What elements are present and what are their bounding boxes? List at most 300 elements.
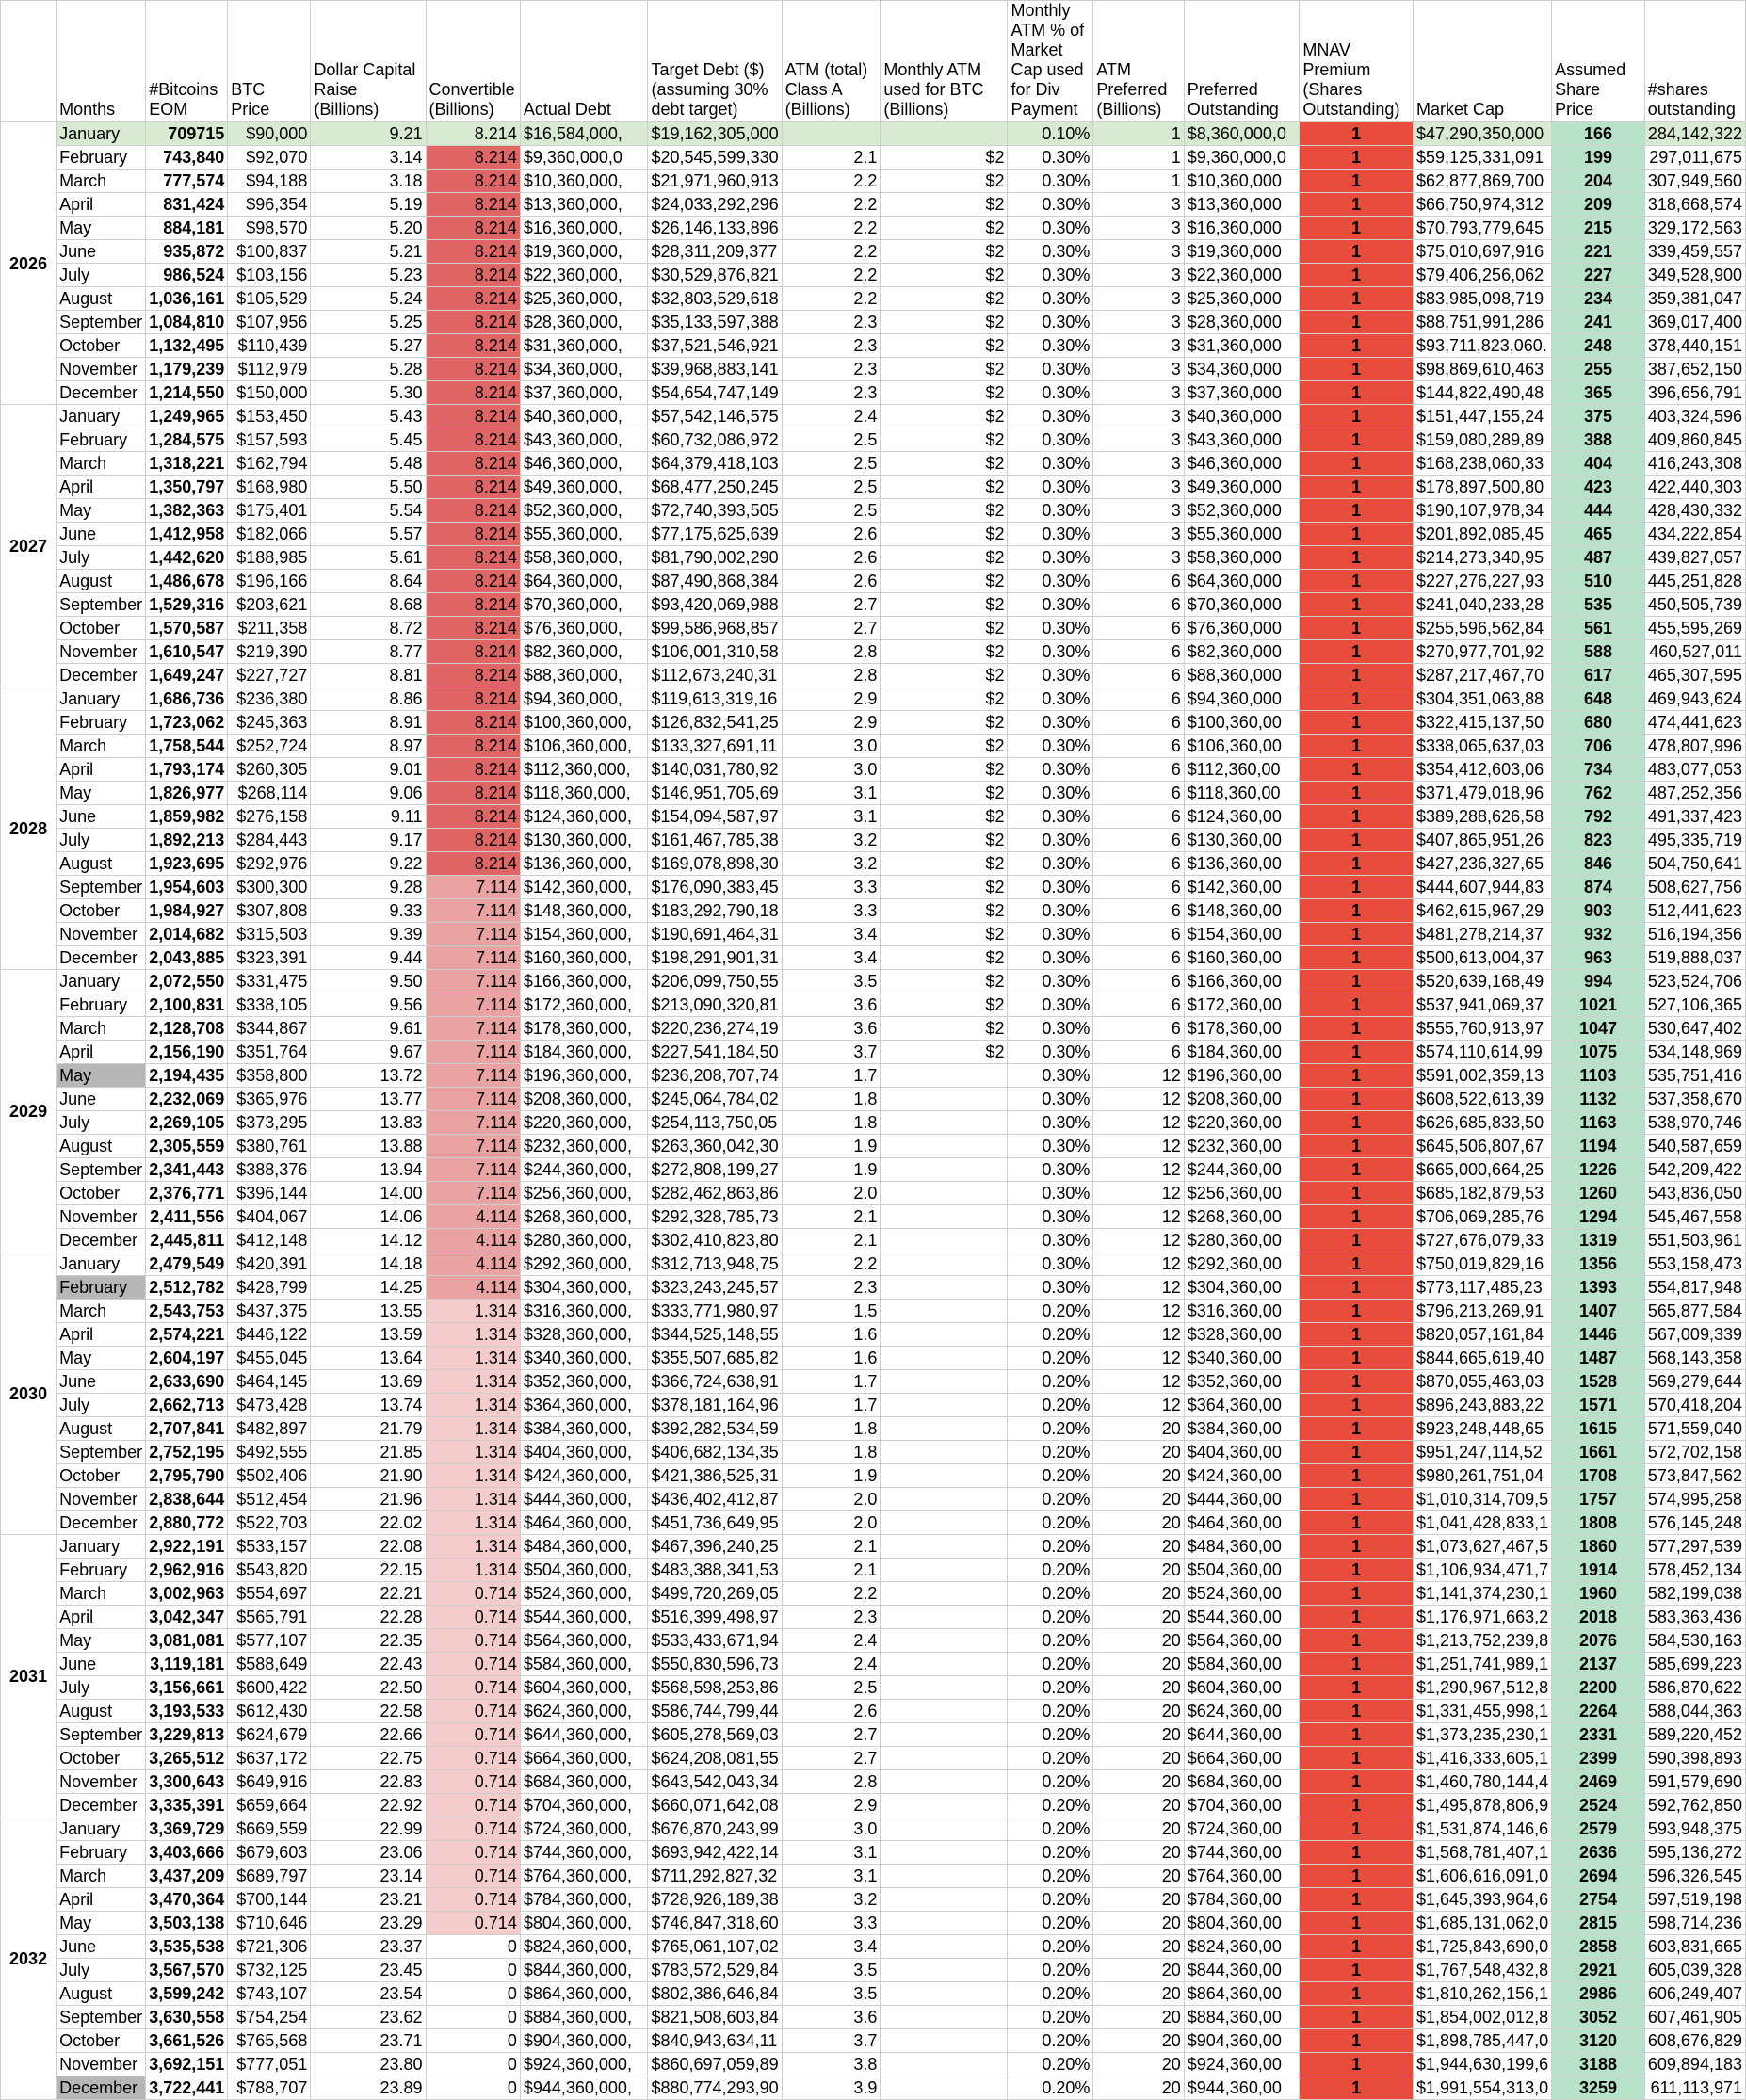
atm-preferred-cell[interactable]: 20: [1093, 1511, 1184, 1535]
btc-price-cell[interactable]: $473,428: [228, 1394, 311, 1417]
btc-price-cell[interactable]: $577,107: [228, 1629, 311, 1653]
monthly-atm-btc-cell[interactable]: $2: [881, 735, 1008, 758]
preferred-outstanding-cell[interactable]: $232,360,00: [1184, 1135, 1300, 1158]
actual-debt-cell[interactable]: $166,360,000,: [520, 970, 648, 993]
atm-total-class-a-cell[interactable]: 3.2: [782, 852, 881, 876]
months-cell[interactable]: March: [57, 1865, 146, 1888]
atm-total-class-a-cell[interactable]: 3.1: [782, 1841, 881, 1865]
monthly-atm-pct-cell[interactable]: 0.30%: [1008, 899, 1093, 923]
target-debt-cell[interactable]: $436,402,412,87: [648, 1488, 782, 1511]
dollar-capital-raise-cell[interactable]: 9.67: [311, 1041, 426, 1064]
target-debt-cell[interactable]: $176,090,383,45: [648, 876, 782, 899]
shares-outstanding-cell[interactable]: 523,524,706: [1644, 970, 1745, 993]
actual-debt-cell[interactable]: $88,360,000,: [520, 664, 648, 687]
target-debt-cell[interactable]: $39,968,883,141: [648, 358, 782, 381]
atm-preferred-cell[interactable]: 20: [1093, 1629, 1184, 1653]
convertible-cell[interactable]: 7.114: [426, 899, 520, 923]
market-cap-cell[interactable]: $1,898,785,447,0: [1413, 2029, 1551, 2053]
market-cap-cell[interactable]: $1,010,314,709,5: [1413, 1488, 1551, 1511]
months-cell[interactable]: September: [57, 593, 146, 617]
monthly-atm-btc-cell[interactable]: [881, 1817, 1008, 1841]
bitcoins-eom-cell[interactable]: 3,535,538: [146, 1935, 228, 1959]
actual-debt-cell[interactable]: $64,360,000,: [520, 570, 648, 593]
shares-outstanding-cell[interactable]: 534,148,969: [1644, 1041, 1745, 1064]
monthly-atm-btc-cell[interactable]: [881, 1229, 1008, 1252]
mnav-premium-cell[interactable]: 1: [1300, 240, 1414, 264]
monthly-atm-btc-cell[interactable]: [881, 1464, 1008, 1488]
btc-price-cell[interactable]: $624,679: [228, 1723, 311, 1747]
btc-price-cell[interactable]: $307,808: [228, 899, 311, 923]
btc-price-cell[interactable]: $437,375: [228, 1300, 311, 1323]
year-label[interactable]: 2026: [1, 122, 57, 405]
months-cell[interactable]: August: [57, 1982, 146, 2006]
dollar-capital-raise-cell[interactable]: 8.77: [311, 640, 426, 664]
monthly-atm-btc-cell[interactable]: [881, 1064, 1008, 1088]
atm-total-class-a-cell[interactable]: 2.6: [782, 546, 881, 570]
target-debt-cell[interactable]: $860,697,059,89: [648, 2053, 782, 2076]
market-cap-cell[interactable]: $75,010,697,916: [1413, 240, 1551, 264]
market-cap-cell[interactable]: $93,711,823,060.: [1413, 334, 1551, 358]
target-debt-cell[interactable]: $254,113,750,05: [648, 1111, 782, 1135]
assumed-share-price-header[interactable]: Assumed Share Price: [1552, 1, 1645, 122]
monthly-atm-btc-cell[interactable]: $2: [881, 311, 1008, 334]
mnav-premium-cell[interactable]: 1: [1300, 852, 1414, 876]
atm-preferred-cell[interactable]: 6: [1093, 617, 1184, 640]
preferred-outstanding-cell[interactable]: $604,360,00: [1184, 1676, 1300, 1700]
atm-total-class-a-cell[interactable]: 3.0: [782, 735, 881, 758]
monthly-atm-pct-cell[interactable]: 0.30%: [1008, 782, 1093, 805]
atm-preferred-cell[interactable]: 6: [1093, 782, 1184, 805]
mnav-premium-cell[interactable]: 1: [1300, 923, 1414, 946]
atm-total-class-a-cell[interactable]: 2.6: [782, 570, 881, 593]
atm-total-class-a-cell[interactable]: 2.0: [782, 1488, 881, 1511]
atm-preferred-cell[interactable]: 3: [1093, 452, 1184, 476]
actual-debt-cell[interactable]: $864,360,000,: [520, 1982, 648, 2006]
preferred-outstanding-cell[interactable]: $804,360,00: [1184, 1912, 1300, 1935]
shares-outstanding-cell[interactable]: 567,009,339: [1644, 1323, 1745, 1347]
btc-price-cell[interactable]: $428,799: [228, 1276, 311, 1300]
monthly-atm-btc-cell[interactable]: [881, 1841, 1008, 1865]
atm-total-class-a-cell[interactable]: 2.6: [782, 1700, 881, 1723]
target-debt-cell[interactable]: $245,064,784,02: [648, 1088, 782, 1111]
atm-preferred-cell[interactable]: 12: [1093, 1135, 1184, 1158]
target-debt-cell[interactable]: $236,208,707,74: [648, 1064, 782, 1088]
monthly-atm-pct-cell[interactable]: 0.20%: [1008, 1417, 1093, 1441]
atm-preferred-cell[interactable]: 6: [1093, 1017, 1184, 1041]
atm-preferred-cell[interactable]: 20: [1093, 2053, 1184, 2076]
btc-price-cell[interactable]: $649,916: [228, 1770, 311, 1794]
market-cap-cell[interactable]: $1,685,131,062,0: [1413, 1912, 1551, 1935]
shares-outstanding-cell[interactable]: 542,209,422: [1644, 1158, 1745, 1182]
target-debt-cell[interactable]: $54,654,747,149: [648, 381, 782, 405]
assumed-share-price-cell[interactable]: 1356: [1552, 1252, 1645, 1276]
mnav-premium-cell[interactable]: 1: [1300, 546, 1414, 570]
market-cap-cell[interactable]: $645,506,807,67: [1413, 1135, 1551, 1158]
shares-outstanding-cell[interactable]: 611,113,971: [1644, 2076, 1745, 2100]
months-cell[interactable]: March: [57, 1582, 146, 1606]
assumed-share-price-cell[interactable]: 2636: [1552, 1841, 1645, 1865]
actual-debt-cell[interactable]: $40,360,000,: [520, 405, 648, 428]
mnav-premium-cell[interactable]: 1: [1300, 1370, 1414, 1394]
monthly-atm-btc-cell[interactable]: [881, 1723, 1008, 1747]
shares-outstanding-cell[interactable]: 359,381,047: [1644, 287, 1745, 311]
months-cell[interactable]: April: [57, 1041, 146, 1064]
monthly-atm-btc-cell[interactable]: $2: [881, 381, 1008, 405]
monthly-atm-btc-cell[interactable]: $2: [881, 334, 1008, 358]
assumed-share-price-cell[interactable]: 2815: [1552, 1912, 1645, 1935]
mnav-premium-cell[interactable]: 1: [1300, 1252, 1414, 1276]
market-cap-cell[interactable]: $79,406,256,062: [1413, 264, 1551, 287]
market-cap-cell[interactable]: $270,977,701,92: [1413, 640, 1551, 664]
monthly-atm-btc-cell[interactable]: [881, 2053, 1008, 2076]
atm-preferred-cell[interactable]: 6: [1093, 711, 1184, 735]
btc-price-cell[interactable]: $338,105: [228, 993, 311, 1017]
preferred-outstanding-cell[interactable]: $43,360,000: [1184, 428, 1300, 452]
assumed-share-price-cell[interactable]: 680: [1552, 711, 1645, 735]
bitcoins-eom-cell[interactable]: 1,179,239: [146, 358, 228, 381]
monthly-atm-pct-cell[interactable]: 0.20%: [1008, 1865, 1093, 1888]
market-cap-cell[interactable]: $151,447,155,24: [1413, 405, 1551, 428]
assumed-share-price-cell[interactable]: 1132: [1552, 1088, 1645, 1111]
actual-debt-cell[interactable]: $884,360,000,: [520, 2006, 648, 2029]
atm-total-class-a-cell[interactable]: 2.1: [782, 1535, 881, 1559]
actual-debt-cell[interactable]: $142,360,000,: [520, 876, 648, 899]
months-cell[interactable]: September: [57, 1441, 146, 1464]
monthly-atm-pct-cell[interactable]: 0.30%: [1008, 240, 1093, 264]
btc-price-cell[interactable]: $157,593: [228, 428, 311, 452]
bitcoins-eom-cell[interactable]: 3,567,570: [146, 1959, 228, 1982]
market-cap-cell[interactable]: $923,248,448,65: [1413, 1417, 1551, 1441]
market-cap-cell[interactable]: $665,000,664,25: [1413, 1158, 1551, 1182]
atm-total-class-a-cell[interactable]: 2.5: [782, 1676, 881, 1700]
convertible-cell[interactable]: 8.214: [426, 358, 520, 381]
market-cap-cell[interactable]: $338,065,637,03: [1413, 735, 1551, 758]
target-debt-cell[interactable]: $206,099,750,55: [648, 970, 782, 993]
assumed-share-price-cell[interactable]: 241: [1552, 311, 1645, 334]
btc-price-cell[interactable]: $344,867: [228, 1017, 311, 1041]
bitcoins-eom-cell[interactable]: 3,437,209: [146, 1865, 228, 1888]
atm-preferred-cell[interactable]: 20: [1093, 1817, 1184, 1841]
bitcoins-eom-cell[interactable]: 1,529,316: [146, 593, 228, 617]
market-cap-cell[interactable]: $59,125,331,091: [1413, 146, 1551, 170]
assumed-share-price-cell[interactable]: 3188: [1552, 2053, 1645, 2076]
dollar-capital-raise-cell[interactable]: 9.61: [311, 1017, 426, 1041]
preferred-outstanding-header[interactable]: Preferred Outstanding: [1184, 1, 1300, 122]
preferred-outstanding-cell[interactable]: $25,360,000: [1184, 287, 1300, 311]
dollar-capital-raise-cell[interactable]: 5.27: [311, 334, 426, 358]
market-cap-cell[interactable]: $83,985,098,719: [1413, 287, 1551, 311]
target-debt-cell[interactable]: $37,521,546,921: [648, 334, 782, 358]
atm-total-class-a-cell[interactable]: 3.3: [782, 899, 881, 923]
mnav-premium-cell[interactable]: 1: [1300, 1676, 1414, 1700]
mnav-premium-cell[interactable]: 1: [1300, 570, 1414, 593]
monthly-atm-btc-cell[interactable]: $2: [881, 664, 1008, 687]
monthly-atm-pct-cell[interactable]: 0.20%: [1008, 2076, 1093, 2100]
atm-total-class-a-cell[interactable]: 2.2: [782, 287, 881, 311]
target-debt-cell[interactable]: $406,682,134,35: [648, 1441, 782, 1464]
atm-preferred-cell[interactable]: 3: [1093, 476, 1184, 499]
market-cap-cell[interactable]: $47,290,350,000: [1413, 122, 1551, 146]
btc-price-cell[interactable]: $412,148: [228, 1229, 311, 1252]
monthly-atm-pct-cell[interactable]: 0.30%: [1008, 1088, 1093, 1111]
monthly-atm-btc-cell[interactable]: $2: [881, 452, 1008, 476]
dollar-capital-raise-cell[interactable]: 22.50: [311, 1676, 426, 1700]
months-cell[interactable]: October: [57, 334, 146, 358]
market-cap-cell[interactable]: $70,793,779,645: [1413, 217, 1551, 240]
bitcoins-eom-cell[interactable]: 3,403,666: [146, 1841, 228, 1865]
months-cell[interactable]: January: [57, 1535, 146, 1559]
assumed-share-price-cell[interactable]: 1757: [1552, 1488, 1645, 1511]
months-cell[interactable]: September: [57, 1158, 146, 1182]
monthly-atm-btc-cell[interactable]: [881, 1794, 1008, 1817]
preferred-outstanding-cell[interactable]: $764,360,00: [1184, 1865, 1300, 1888]
shares-outstanding-cell[interactable]: 570,418,204: [1644, 1394, 1745, 1417]
preferred-outstanding-cell[interactable]: $824,360,00: [1184, 1935, 1300, 1959]
monthly-atm-pct-cell[interactable]: 0.20%: [1008, 1511, 1093, 1535]
atm-total-class-a-cell[interactable]: 1.8: [782, 1417, 881, 1441]
assumed-share-price-cell[interactable]: 510: [1552, 570, 1645, 593]
convertible-cell[interactable]: 8.214: [426, 122, 520, 146]
assumed-share-price-cell[interactable]: 2331: [1552, 1723, 1645, 1747]
market-cap-cell[interactable]: $896,243,883,22: [1413, 1394, 1551, 1417]
atm-preferred-cell[interactable]: 3: [1093, 334, 1184, 358]
assumed-share-price-cell[interactable]: 444: [1552, 499, 1645, 523]
btc-price-cell[interactable]: $315,503: [228, 923, 311, 946]
target-debt-cell[interactable]: $68,477,250,245: [648, 476, 782, 499]
dollar-capital-raise-cell[interactable]: 9.50: [311, 970, 426, 993]
preferred-outstanding-cell[interactable]: $100,360,00: [1184, 711, 1300, 735]
atm-preferred-cell[interactable]: 6: [1093, 876, 1184, 899]
atm-preferred-cell[interactable]: 6: [1093, 735, 1184, 758]
btc-price-cell[interactable]: $380,761: [228, 1135, 311, 1158]
target-debt-cell[interactable]: $57,542,146,575: [648, 405, 782, 428]
months-cell[interactable]: January: [57, 970, 146, 993]
atm-preferred-cell[interactable]: 20: [1093, 1606, 1184, 1629]
market-cap-cell[interactable]: $750,019,829,16: [1413, 1252, 1551, 1276]
months-cell[interactable]: November: [57, 923, 146, 946]
months-cell[interactable]: April: [57, 1606, 146, 1629]
mnav-premium-cell[interactable]: 1: [1300, 1323, 1414, 1347]
monthly-atm-btc-cell[interactable]: [881, 2029, 1008, 2053]
convertible-cell[interactable]: 0: [426, 2029, 520, 2053]
shares-outstanding-cell[interactable]: 571,559,040: [1644, 1417, 1745, 1441]
monthly-atm-pct-cell[interactable]: 0.20%: [1008, 1817, 1093, 1841]
actual-debt-cell[interactable]: $764,360,000,: [520, 1865, 648, 1888]
btc-price-cell[interactable]: $788,707: [228, 2076, 311, 2100]
convertible-cell[interactable]: 8.214: [426, 428, 520, 452]
target-debt-cell[interactable]: $35,133,597,388: [648, 311, 782, 334]
target-debt-cell[interactable]: $802,386,646,84: [648, 1982, 782, 2006]
mnav-premium-cell[interactable]: 1: [1300, 1017, 1414, 1041]
months-cell[interactable]: February: [57, 146, 146, 170]
monthly-atm-btc-cell[interactable]: $2: [881, 593, 1008, 617]
dollar-capital-raise-cell[interactable]: 22.02: [311, 1511, 426, 1535]
atm-preferred-cell[interactable]: 6: [1093, 852, 1184, 876]
bitcoins-eom-cell[interactable]: 2,269,105: [146, 1111, 228, 1135]
monthly-atm-btc-cell[interactable]: [881, 1088, 1008, 1111]
months-cell[interactable]: February: [57, 711, 146, 735]
convertible-cell[interactable]: 4.114: [426, 1276, 520, 1300]
atm-total-class-a-cell[interactable]: 3.2: [782, 829, 881, 852]
months-cell[interactable]: February: [57, 428, 146, 452]
preferred-outstanding-cell[interactable]: $154,360,00: [1184, 923, 1300, 946]
mnav-premium-cell[interactable]: 1: [1300, 1865, 1414, 1888]
actual-debt-cell[interactable]: $268,360,000,: [520, 1205, 648, 1229]
mnav-premium-cell[interactable]: 1: [1300, 358, 1414, 381]
btc-price-cell[interactable]: $211,358: [228, 617, 311, 640]
shares-outstanding-cell[interactable]: 508,627,756: [1644, 876, 1745, 899]
months-cell[interactable]: December: [57, 2076, 146, 2100]
monthly-atm-btc-cell[interactable]: [881, 1747, 1008, 1770]
dollar-capital-raise-cell[interactable]: 8.64: [311, 570, 426, 593]
atm-total-class-a-cell[interactable]: 2.5: [782, 428, 881, 452]
btc-price-cell[interactable]: $103,156: [228, 264, 311, 287]
atm-total-class-a-cell[interactable]: [782, 122, 881, 146]
btc-price-cell[interactable]: $554,697: [228, 1582, 311, 1606]
market-cap-cell[interactable]: $62,877,869,700: [1413, 170, 1551, 193]
shares-outstanding-cell[interactable]: 577,297,539: [1644, 1535, 1745, 1559]
atm-total-class-a-cell[interactable]: 2.7: [782, 1747, 881, 1770]
monthly-atm-pct-cell[interactable]: 0.20%: [1008, 1676, 1093, 1700]
btc-price-cell[interactable]: $464,145: [228, 1370, 311, 1394]
preferred-outstanding-cell[interactable]: $244,360,00: [1184, 1158, 1300, 1182]
monthly-atm-btc-cell[interactable]: $2: [881, 782, 1008, 805]
preferred-outstanding-cell[interactable]: $784,360,00: [1184, 1888, 1300, 1912]
shares-outstanding-cell[interactable]: 495,335,719: [1644, 829, 1745, 852]
mnav-premium-cell[interactable]: 1: [1300, 1935, 1414, 1959]
months-cell[interactable]: July: [57, 1111, 146, 1135]
dollar-capital-raise-cell[interactable]: 3.18: [311, 170, 426, 193]
monthly-atm-btc-cell[interactable]: [881, 1606, 1008, 1629]
monthly-atm-btc-cell[interactable]: [881, 1700, 1008, 1723]
actual-debt-cell[interactable]: $384,360,000,: [520, 1417, 648, 1441]
convertible-cell[interactable]: 0.714: [426, 1700, 520, 1723]
atm-preferred-cell[interactable]: 3: [1093, 240, 1184, 264]
months-cell[interactable]: June: [57, 1370, 146, 1394]
monthly-atm-pct-cell[interactable]: 0.20%: [1008, 1653, 1093, 1676]
dollar-capital-raise-cell[interactable]: 13.94: [311, 1158, 426, 1182]
monthly-atm-pct-cell[interactable]: 0.30%: [1008, 1229, 1093, 1252]
preferred-outstanding-cell[interactable]: $220,360,00: [1184, 1111, 1300, 1135]
market-cap-cell[interactable]: $389,288,626,58: [1413, 805, 1551, 829]
atm-preferred-cell[interactable]: 3: [1093, 381, 1184, 405]
preferred-outstanding-cell[interactable]: $744,360,00: [1184, 1841, 1300, 1865]
atm-total-class-a-cell[interactable]: 2.2: [782, 217, 881, 240]
monthly-atm-btc-cell[interactable]: $2: [881, 617, 1008, 640]
atm-preferred-cell[interactable]: 6: [1093, 758, 1184, 782]
shares-outstanding-cell[interactable]: 387,652,150: [1644, 358, 1745, 381]
monthly-atm-pct-cell[interactable]: 0.30%: [1008, 805, 1093, 829]
dollar-capital-raise-cell[interactable]: 8.97: [311, 735, 426, 758]
months-cell[interactable]: January: [57, 405, 146, 428]
dollar-capital-raise-cell[interactable]: 5.23: [311, 264, 426, 287]
convertible-cell[interactable]: 8.214: [426, 217, 520, 240]
monthly-atm-btc-cell[interactable]: [881, 1182, 1008, 1205]
atm-total-class-a-cell[interactable]: 3.6: [782, 993, 881, 1017]
assumed-share-price-cell[interactable]: 823: [1552, 829, 1645, 852]
months-header[interactable]: Months: [57, 1, 146, 122]
target-debt-cell[interactable]: $366,724,638,91: [648, 1370, 782, 1394]
target-debt-cell[interactable]: $87,490,868,384: [648, 570, 782, 593]
dollar-capital-raise-cell[interactable]: 22.35: [311, 1629, 426, 1653]
btc-price-cell[interactable]: $710,646: [228, 1912, 311, 1935]
monthly-atm-btc-cell[interactable]: [881, 122, 1008, 146]
convertible-cell[interactable]: 7.114: [426, 876, 520, 899]
market-cap-cell[interactable]: $481,278,214,37: [1413, 923, 1551, 946]
mnav-premium-cell[interactable]: 1: [1300, 829, 1414, 852]
target-debt-cell[interactable]: $220,236,274,19: [648, 1017, 782, 1041]
preferred-outstanding-cell[interactable]: $160,360,00: [1184, 946, 1300, 970]
atm-preferred-cell[interactable]: 6: [1093, 946, 1184, 970]
bitcoins-eom-cell[interactable]: 2,072,550: [146, 970, 228, 993]
monthly-atm-pct-cell[interactable]: 0.20%: [1008, 2006, 1093, 2029]
preferred-outstanding-cell[interactable]: $112,360,00: [1184, 758, 1300, 782]
preferred-outstanding-cell[interactable]: $142,360,00: [1184, 876, 1300, 899]
market-cap-cell[interactable]: $1,568,781,407,1: [1413, 1841, 1551, 1865]
dollar-capital-raise-cell[interactable]: 5.28: [311, 358, 426, 381]
actual-debt-cell[interactable]: $340,360,000,: [520, 1347, 648, 1370]
bitcoins-eom-cell[interactable]: 1,486,678: [146, 570, 228, 593]
target-debt-cell[interactable]: $880,774,293,90: [648, 2076, 782, 2100]
actual-debt-cell[interactable]: $944,360,000,: [520, 2076, 648, 2100]
months-cell[interactable]: July: [57, 546, 146, 570]
assumed-share-price-cell[interactable]: 404: [1552, 452, 1645, 476]
target-debt-cell[interactable]: $146,951,705,69: [648, 782, 782, 805]
monthly-atm-pct-cell[interactable]: 0.30%: [1008, 687, 1093, 711]
actual-debt-cell[interactable]: $316,360,000,: [520, 1300, 648, 1323]
atm-preferred-cell[interactable]: 1: [1093, 146, 1184, 170]
year-label[interactable]: 2032: [1, 1817, 57, 2100]
dollar-capital-raise-cell[interactable]: 13.55: [311, 1300, 426, 1323]
months-cell[interactable]: August: [57, 570, 146, 593]
assumed-share-price-cell[interactable]: 963: [1552, 946, 1645, 970]
actual-debt-cell[interactable]: $76,360,000,: [520, 617, 648, 640]
monthly-atm-btc-cell[interactable]: $2: [881, 711, 1008, 735]
atm-total-class-a-cell[interactable]: 2.0: [782, 1511, 881, 1535]
convertible-cell[interactable]: 0.714: [426, 1629, 520, 1653]
dollar-capital-raise-cell[interactable]: 8.86: [311, 687, 426, 711]
monthly-atm-pct-cell[interactable]: 0.30%: [1008, 1064, 1093, 1088]
atm-preferred-cell[interactable]: 20: [1093, 1770, 1184, 1794]
market-cap-cell[interactable]: $178,897,500,80: [1413, 476, 1551, 499]
target-debt-cell[interactable]: $272,808,199,27: [648, 1158, 782, 1182]
btc-price-cell[interactable]: $743,107: [228, 1982, 311, 2006]
target-debt-cell[interactable]: $106,001,310,58: [648, 640, 782, 664]
shares-outstanding-cell[interactable]: 606,249,407: [1644, 1982, 1745, 2006]
bitcoins-eom-cell[interactable]: 2,128,708: [146, 1017, 228, 1041]
assumed-share-price-cell[interactable]: 734: [1552, 758, 1645, 782]
monthly-atm-btc-cell[interactable]: $2: [881, 287, 1008, 311]
assumed-share-price-cell[interactable]: 234: [1552, 287, 1645, 311]
assumed-share-price-cell[interactable]: 248: [1552, 334, 1645, 358]
dollar-capital-raise-cell[interactable]: 9.39: [311, 923, 426, 946]
convertible-cell[interactable]: 8.214: [426, 240, 520, 264]
convertible-cell[interactable]: 1.314: [426, 1441, 520, 1464]
target-debt-cell[interactable]: $302,410,823,80: [648, 1229, 782, 1252]
months-cell[interactable]: October: [57, 2029, 146, 2053]
target-debt-cell[interactable]: $28,311,209,377: [648, 240, 782, 264]
bitcoins-eom-cell[interactable]: 743,840: [146, 146, 228, 170]
mnav-premium-cell[interactable]: 1: [1300, 146, 1414, 170]
convertible-cell[interactable]: 1.314: [426, 1464, 520, 1488]
shares-outstanding-cell[interactable]: 543,836,050: [1644, 1182, 1745, 1205]
mnav-premium-cell[interactable]: 1: [1300, 1959, 1414, 1982]
dollar-capital-raise-cell[interactable]: 3.14: [311, 146, 426, 170]
bitcoins-eom-cell[interactable]: 1,570,587: [146, 617, 228, 640]
actual-debt-cell[interactable]: $244,360,000,: [520, 1158, 648, 1182]
actual-debt-cell[interactable]: $9,360,000,0: [520, 146, 648, 170]
dollar-capital-raise-cell[interactable]: 5.21: [311, 240, 426, 264]
